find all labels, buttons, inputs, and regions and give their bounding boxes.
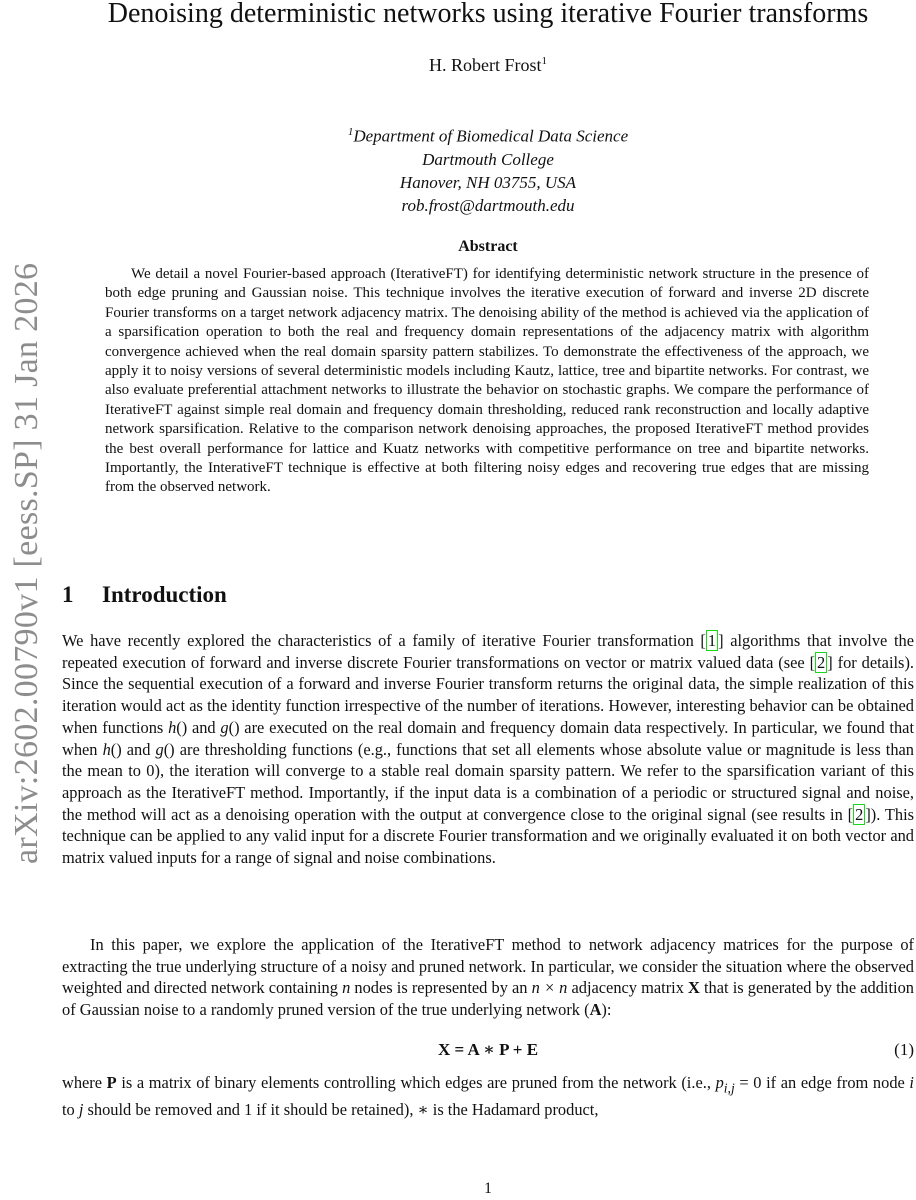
affiliation-department: $^1$Department of Biomedical Data Science: [347, 126, 629, 146]
paper-title: Denoising deterministic networks using iterative Fourier transforms: [107, 0, 869, 29]
affiliation-email[interactable]: rob.frost@dartmouth.edu: [401, 196, 575, 215]
citation-link[interactable]: 2: [855, 804, 864, 824]
citation-link[interactable]: 2: [817, 652, 826, 672]
intro-paragraph-2: In this paper, we explore the application of the IterativeFT method to network adjacency matrices for the purpose of extracting the true underlying structure of a noisy and pruned network. In particular, we consider the situation where the observed weighted and directed network containing n nodes is represented by an n × n adjacency matrix X that is generated by the addition of Gaussian noise to a randomly pruned version of the true underlying network (A):: [62, 935, 914, 1020]
section-number: 1: [62, 582, 74, 607]
author-affiliation-mark: 1: [541, 55, 547, 67]
abstract-text: We detail a novel Fourier-based approach (IterativeFT) for identifying deterministic network structure in the presence of both edge pruning and Gaussian noise. This technique involves the iterative execution of forward and inverse 2D discrete Fourier transforms on a target network adjacency matrix. The denoising ability of the method is achieved via the application of a sparsification operation to both the real and frequency domain representations of the adjacency matrix with algorithm convergence achieved when the real domain sparsity pattern stabilizes. To demonstrate the effectiveness of the approach, we apply it to noisy versions of several deterministic models including Kautz, lattice, tree and bipartite networks. For contrast, we also evaluate preferential attachment networks to illustrate the behavior on stochastic graphs. We compare the performance of IterativeFT against simple real domain and frequency domain thresholding, reduced rank reconstruction and locally adaptive network sparsification. Relative to the comparison network denoising approaches, the proposed IterativeFT method provides the best overall performance for lattice and Kuatz networks with competitive performance on tree and bipartite networks. Importantly, the InterativeFT technique is effective at both filtering noisy edges and recovering true edges that are missing from the observed network.: [105, 266, 869, 496]
section-title: Introduction: [102, 582, 227, 607]
intro-paragraph-3: where P is a matrix of binary elements controlling which edges are pruned from the network (i.e., $p_{i,j} = 0$ if an edge from node i to j should be removed and 1 if it should be retained), ∗ is the Hadamard product,: [62, 1073, 914, 1119]
abstract-heading: Abstract: [458, 238, 518, 255]
affiliation-mark: 1: [347, 126, 354, 138]
equation-body: X = A ∗ P + E: [437, 1040, 539, 1059]
section-heading-introduction: [62, 582, 227, 608]
affiliation-institution: Dartmouth College: [422, 150, 554, 169]
author-line: [60, 55, 916, 76]
intro-paragraph-1: We have recently explored the characteristics of a family of iterative Fourier transformation [ 1 ] algorithms that involve the repeated execution of forward and inverse discrete Fourier transformations on vector or matrix valued data (see [ 2 ] for details). Since the sequential execution of a forward and inverse Fourier transform returns the original data, the simple realization of this iteration would act as the identity function irrespective of the number of iterations. However, interesting behavior can be obtained when functions h() and g() are executed on the real domain and frequency domain data respectively. In particular, we found that when h() and g() are thresholding functions (e.g., functions that set all elements whose absolute value or magnitude is less than the mean to 0), the iteration will converge to a stable real domain sparsity pattern. We refer to the sparsification variant of this approach as the IterativeFT method. Importantly, if the input data is a combination of a periodic or structured signal and noise, the method will act as a denoising operation with the output at convergence close to the original signal (see results in [ 2 ]). This technique can be applied to any valid input for a discrete Fourier transformation and we originally evaluated it on both vector and matrix valued inputs for a range of signal and noise combinations.: [62, 631, 915, 868]
affiliation-location: Hanover, NH 03755, USA: [399, 173, 577, 192]
author-name: H. Robert Frost: [429, 55, 542, 75]
arxiv-identifier-stamp: arXiv:2602.00790v1 [eess.SP] 31 Jan 2026: [8, 262, 45, 864]
equation-number: (1): [894, 1040, 914, 1059]
page-number: 1: [484, 1180, 492, 1197]
citation-link[interactable]: 1: [707, 631, 717, 650]
equation-1: [62, 1040, 914, 1064]
